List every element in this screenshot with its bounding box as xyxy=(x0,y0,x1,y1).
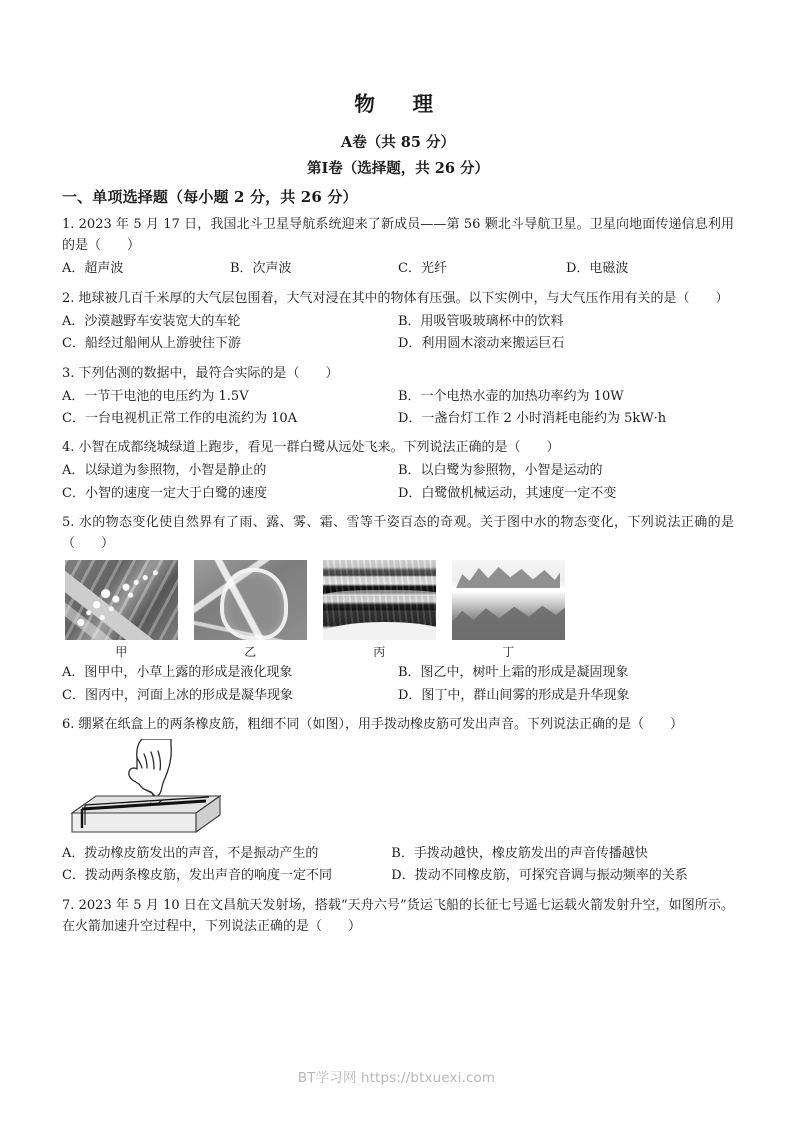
question-stem: 7. 2023 年 5 月 10 日在文昌航天发射场，搭载“天舟六号”货运飞船的长征七号遥七运载火箭发射升空，如图所示。在火箭加速升空过程中，下列说法正确的是（ ） xyxy=(62,897,734,934)
water-states-figure xyxy=(62,560,734,660)
figure-label: 丙 xyxy=(373,645,386,660)
option-b[interactable]: B．手拨动越快，橡皮筋发出的声音传播越快 xyxy=(391,845,648,861)
option-d[interactable]: D．一盏台灯工作 2 小时消耗电能约为 5kW·h xyxy=(398,410,667,426)
hand-plucking-rubber-bands-on-box-icon xyxy=(68,739,243,839)
option-a[interactable]: A．一节干电池的电压约为 1.5V xyxy=(62,388,249,404)
option-a[interactable]: A．拨动橡皮筋发出的声音，不是振动产生的 xyxy=(62,845,319,861)
question-options xyxy=(62,843,734,888)
question-options xyxy=(62,662,734,707)
option-b[interactable]: B．图乙中，树叶上霜的形成是凝固现象 xyxy=(398,665,629,681)
option-row xyxy=(62,258,734,280)
frost-on-leaf-photo xyxy=(194,560,307,640)
site-watermark: BT学习网 https://btxuexi.com xyxy=(297,1070,496,1086)
option-a[interactable]: A．图甲中，小草上露的形成是液化现象 xyxy=(62,665,293,681)
question-stem: 3. 下列估测的数据中，最符合实际的是（ ） xyxy=(62,365,339,381)
option-b[interactable]: B．用吸管吸玻璃杯中的饮料 xyxy=(398,313,564,329)
question-stem: 6. 绷紧在纸盒上的两条橡皮筋，粗细不同（如图），用手拨动橡皮筋可发出声音。下列说法正确的是（ ） xyxy=(62,716,684,732)
option-a[interactable]: A．以绿道为参照物，小智是静止的 xyxy=(62,463,267,479)
option-d[interactable]: D．利用圆木滚动来搬运巨石 xyxy=(398,336,565,352)
figure-item-ding xyxy=(452,560,565,660)
question-3 xyxy=(62,363,734,431)
figure-item-yi xyxy=(194,560,307,660)
question-4 xyxy=(62,437,734,505)
option-row xyxy=(62,408,734,430)
option-c[interactable]: C．一台电视机正常工作的电流约为 10A xyxy=(62,410,298,426)
figure-label: 丁 xyxy=(502,645,515,660)
question-2 xyxy=(62,288,734,356)
option-c[interactable]: C．小智的速度一定大于白鹭的速度 xyxy=(62,485,267,501)
question-5 xyxy=(62,512,734,707)
question-options xyxy=(62,311,734,356)
figure-item-jia xyxy=(65,560,178,660)
section-heading: 一、单项选择题（每小题 2 分，共 26 分） xyxy=(62,187,358,206)
option-d[interactable]: D．白鹭做机械运动，其速度一定不变 xyxy=(398,485,617,501)
section-part-label: 第Ⅰ卷（选择题，共 26 分） xyxy=(306,159,490,177)
ice-on-river-photo xyxy=(323,560,436,640)
question-stem: 1. 2023 年 5 月 17 日，我国北斗卫星导航系统迎来了新成员——第 56 颗北斗导航卫星。卫星向地面传递信息利用的是（ ） xyxy=(62,217,734,254)
page-content xyxy=(62,0,734,937)
option-row xyxy=(62,685,734,707)
dew-on-grass-photo xyxy=(65,560,178,640)
option-row xyxy=(62,311,734,333)
option-row xyxy=(62,386,734,408)
option-a[interactable]: A．超声波 xyxy=(62,261,124,277)
question-stem: 5. 水的物态变化使自然界有了雨、露、雾、霜、雪等千姿百态的奇观。关于图中水的物态变化，下列说法正确的是（ ） xyxy=(62,515,734,552)
question-7 xyxy=(62,895,734,937)
option-row xyxy=(62,865,734,887)
option-d[interactable]: D．电磁波 xyxy=(566,261,629,277)
paper-part-label: A卷（共 85 分） xyxy=(340,133,456,151)
figure-label: 甲 xyxy=(115,645,128,660)
figure-label: 乙 xyxy=(244,645,257,660)
question-options xyxy=(62,460,734,505)
rubber-band-figure xyxy=(62,739,734,841)
option-c[interactable]: C．光纤 xyxy=(398,261,447,277)
option-d[interactable]: D．拨动不同橡皮筋，可探究音调与振动频率的关系 xyxy=(391,868,688,884)
page-title: 物 理 xyxy=(354,92,442,116)
option-row xyxy=(62,483,734,505)
option-row xyxy=(62,662,734,684)
option-row xyxy=(62,460,734,482)
option-row xyxy=(62,843,734,865)
option-d[interactable]: D．图丁中，群山间雾的形成是升华现象 xyxy=(398,687,630,703)
question-options xyxy=(62,386,734,431)
question-stem: 4. 小智在成都绕城绿道上跑步，看见一群白鹭从远处飞来。下列说法正确的是（ ） xyxy=(62,440,560,456)
question-1 xyxy=(62,214,734,280)
option-b[interactable]: B．次声波 xyxy=(230,261,292,277)
option-b[interactable]: B．以白鹭为参照物，小智是运动的 xyxy=(398,463,603,479)
option-c[interactable]: C．船经过船闸从上游驶往下游 xyxy=(62,336,241,352)
figure-item-bing xyxy=(323,560,436,660)
option-row xyxy=(62,333,734,355)
question-6 xyxy=(62,714,734,888)
option-c[interactable]: C．拨动两条橡皮筋，发出声音的响度一定不同 xyxy=(62,868,332,884)
option-c[interactable]: C．图丙中，河面上冰的形成是凝华现象 xyxy=(62,687,293,703)
option-a[interactable]: A．沙漠越野车安装宽大的车轮 xyxy=(62,313,241,329)
mist-in-mountains-photo xyxy=(452,560,565,640)
question-stem: 2. 地球被几百千米厚的大气层包围着，大气对浸在其中的物体有压强。以下实例中，与大气压作用有关的是（ ） xyxy=(62,290,729,306)
option-b[interactable]: B．一个电热水壶的加热功率约为 10W xyxy=(398,388,624,404)
question-options xyxy=(62,258,734,280)
